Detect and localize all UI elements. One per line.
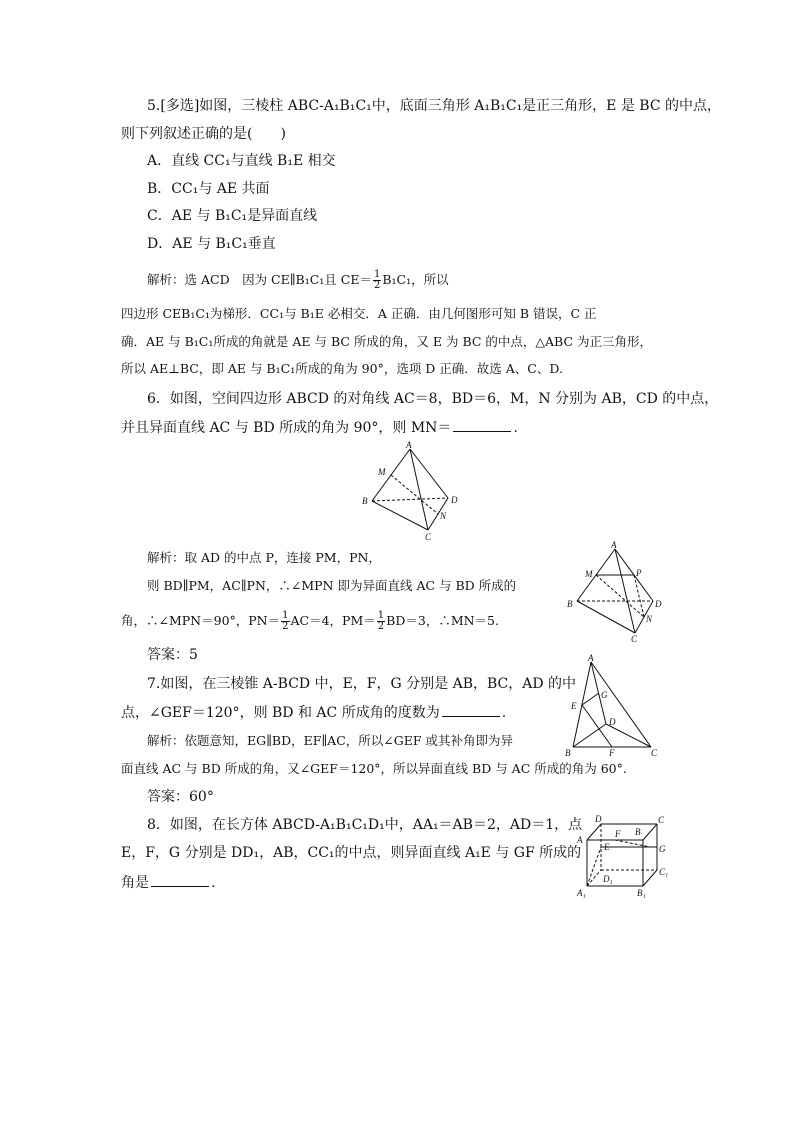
- q8-stem-line3: 角是 .: [121, 872, 215, 892]
- label-D: D: [451, 495, 458, 505]
- label-C: C: [658, 815, 665, 825]
- q6-stem-line2: 并且异面直线 AC 与 BD 所成的角为 90°，则 MN＝ .: [121, 417, 518, 437]
- q6-solution-figure: [565, 540, 675, 644]
- answer-blank: [151, 872, 209, 887]
- answer-blank: [453, 417, 511, 432]
- q6-solution-line3: 角，∴∠MPN＝90°，PN＝ $\frac{1}{2}$ AC＝4，PM＝ $\frac{1}{2}$ BD＝3，∴MN＝5.: [121, 610, 499, 632]
- label-A: A: [406, 440, 412, 450]
- label-E: E: [571, 701, 577, 711]
- label-G: G: [659, 844, 666, 854]
- label-N: N: [646, 614, 653, 624]
- q6-stem-text: 并且异面直线 AC 与 BD 所成的角为 90°，则 MN＝: [121, 420, 452, 436]
- q7-stem-line1: 7.如图，在三棱锥 A-BCD 中，E，F，G 分别是 AB，BC，AD 的中: [147, 676, 577, 692]
- q6-answer: 答案：5: [147, 647, 198, 663]
- q5-option-c: C．AE 与 B₁C₁是异面直线: [147, 208, 318, 224]
- label-C: C: [425, 532, 432, 542]
- label-G: G: [601, 690, 608, 700]
- q6-solution-line2: 则 BD∥PM，AC∥PN，∴∠MPN 即为异面直线 AC 与 BD 所成的: [147, 578, 517, 593]
- q5-solution-line1: [147, 270, 449, 291]
- q7-answer: 答案：60°: [147, 789, 214, 805]
- label-D: D: [655, 599, 662, 609]
- label-F: F: [615, 829, 621, 839]
- label-C: C: [651, 748, 658, 758]
- label-C: C: [631, 634, 638, 644]
- q5-stem-line2: 则下列叙述正确的是( ): [121, 126, 286, 142]
- q5-solution-line3: 确．AE 与 B₁C₁所成的角就是 AE 与 BC 所成的角，又 E 为 BC 的中点，△ABC 为正三角形，: [121, 334, 652, 349]
- label-A: A: [577, 835, 583, 845]
- q7-solution-line2: 面直线 AC 与 BD 所成的角，又∠GEF＝120°，所以异面直线 BD 与 AC 所成的角为 60°.: [121, 761, 627, 776]
- q5-stem-line1: 5.[多选]如图，三棱柱 ABC-A₁B₁C₁中，底面三角形 A₁B₁C₁是正三角形，E 是 BC 的中点，: [147, 98, 722, 114]
- q5-option-d: D．AE 与 B₁C₁垂直: [147, 236, 276, 252]
- q7-solution-line1: 解析：依题意知，EG∥BD，EF∥AC，所以∠GEF 或其补角即为异: [147, 733, 513, 748]
- answer-blank: [442, 702, 500, 717]
- q5-solution-text-b: B₁C₁，所以: [382, 272, 449, 287]
- q7-tetrahedron-figure: [563, 652, 673, 762]
- label-D: D: [609, 717, 616, 727]
- q5-option-a: A．直线 CC₁与直线 B₁E 相交: [147, 153, 336, 169]
- label-A: A: [588, 653, 594, 663]
- label-B: B: [362, 496, 368, 506]
- label-C1: C₁: [659, 867, 669, 877]
- q6-stem-line1: 6．如图，空间四边形 ABCD 的对角线 AC＝8，BD＝6，M，N 分别为 AB，CD 的中点，: [147, 391, 719, 407]
- q5-solution-text-a: 解析：选 ACD 因为 CE∥B₁C₁且 CE＝: [147, 272, 372, 287]
- q8-stem-line2: E，F，G 分别是 DD₁，AB，CC₁的中点，则异面直线 A₁E 与 GF 所成的: [121, 845, 582, 861]
- label-B1: B₁: [637, 888, 646, 898]
- label-A: A: [611, 540, 617, 550]
- q8-stem-line1: 8．如图，在长方体 ABCD-A₁B₁C₁D₁中，AA₁＝AB＝2，AD＝1，点: [147, 817, 583, 833]
- label-B: B: [567, 599, 573, 609]
- label-P: P: [636, 568, 642, 578]
- q5-solution-line2: 四边形 CEB₁C₁为梯形．CC₁与 B₁E 必相交．A 正确．由几何图形可知 B 错误，C 正: [121, 306, 597, 321]
- label-E: E: [604, 842, 610, 852]
- q5-solution-line4: 所以 AE⊥BC，即 AE 与 B₁C₁所成的角为 90°，选项 D 正确．故选 A、C、D.: [121, 361, 563, 376]
- fraction-half: $\frac{1}{2}$: [373, 269, 381, 291]
- label-A1: A₁: [577, 888, 586, 898]
- label-D1: D₁: [603, 874, 613, 884]
- fraction-half: $\frac{1}{2}$: [377, 610, 385, 632]
- label-B: B: [565, 748, 571, 758]
- label-M: M: [378, 467, 386, 477]
- q6-tetrahedron-figure: [360, 440, 470, 543]
- label-N: N: [440, 511, 447, 521]
- q8-cuboid-figure: [575, 812, 675, 907]
- q8-stem-text: 角是: [121, 875, 149, 891]
- q7-stem-text: 点，∠GEF＝120°，则 BD 和 AC 所成角的度数为: [121, 705, 440, 721]
- label-F: F: [609, 748, 615, 758]
- fraction-half: $\frac{1}{2}$: [282, 610, 289, 632]
- label-M: M: [585, 569, 593, 579]
- q5-option-b: B．CC₁与 AE 共面: [147, 181, 270, 197]
- label-D: D: [595, 814, 602, 824]
- q7-stem-line2: 点，∠GEF＝120°，则 BD 和 AC 所成角的度数为 .: [121, 702, 506, 722]
- q6-solution-line1: 解析：取 AD 的中点 P，连接 PM，PN，: [147, 550, 381, 565]
- label-B: B: [635, 827, 641, 837]
